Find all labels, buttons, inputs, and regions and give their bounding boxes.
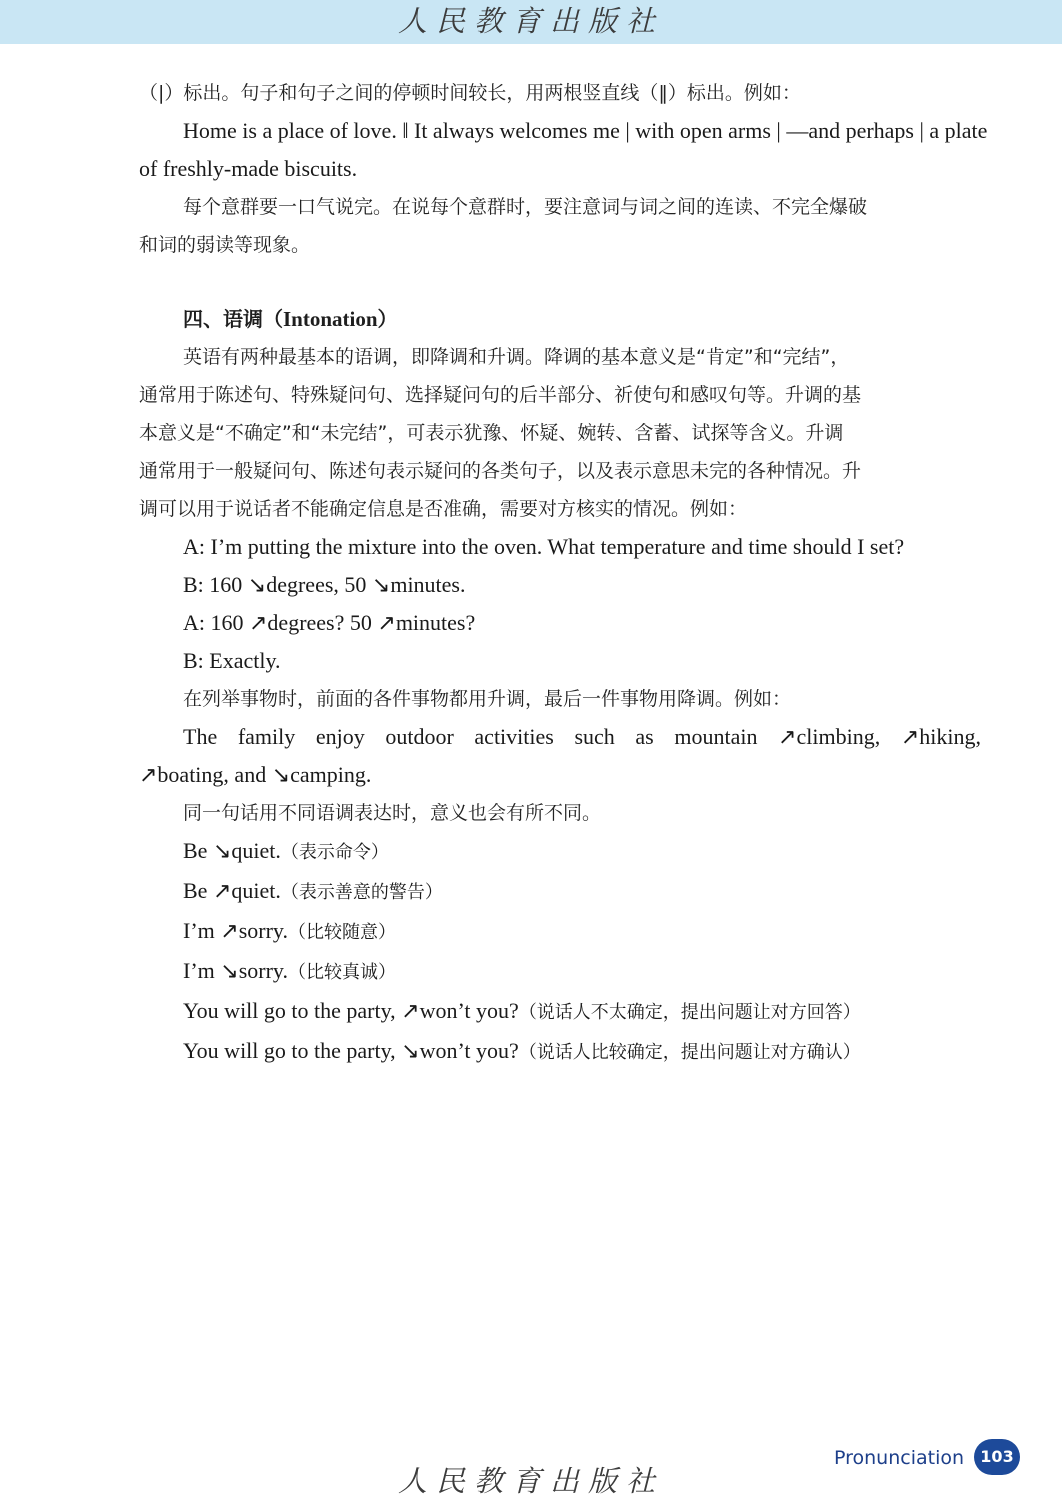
meaning-example-en: Be ↘quiet. [183, 838, 281, 863]
meaning-example-6 [139, 1032, 981, 1072]
meaning-example-5 [139, 992, 981, 1032]
meaning-example-en: I’m ↗sorry. [183, 918, 288, 943]
intro-line: （|）标出。句子和句子之间的停顿时间较长，用两根竖直线（‖）标出。例如： [139, 82, 801, 104]
meaning-example-2 [139, 872, 981, 912]
intonation-line-1: 英语有两种最基本的语调，即降调和升调。降调的基本意义是“肯定”和“完结”， [183, 346, 850, 368]
family-line-2: ↗boating, and ↘camping. [139, 762, 372, 787]
example-home-line-2: of freshly-made biscuits. [139, 156, 358, 181]
intonation-line-2: 通常用于陈述句、特殊疑问句、选择疑问句的后半部分、祈使句和感叹句等。升调的基 [139, 384, 862, 406]
meaning-rule: 同一句话用不同语调表达时，意义也会有所不同。 [183, 802, 602, 824]
meaning-example-note: （比较随意） [287, 922, 396, 943]
heading-cn: 四、语调（ [183, 307, 283, 331]
heading-en: Intonation [283, 307, 378, 331]
intonation-line-4: 通常用于一般疑问句、陈述句表示疑问的各类句子，以及表示意思未完的各种情况。升 [139, 460, 862, 482]
intonation-line-3: 本意义是“不确定”和“未完结”，可表示犹豫、怀疑、婉转、含蓄、试探等含义。升调 [139, 422, 844, 444]
meaning-example-en: You will go to the party, ↘won’t you? [183, 1038, 519, 1063]
example-home-line-1: Home is a place of love. ‖ It always welcomes me | with open arms | —and perhaps | a plate [183, 118, 988, 143]
meaning-example-note: （说话人不太确定，提出问题让对方回答） [518, 1002, 861, 1023]
meaning-example-note: （说话人比较确定，提出问题让对方确认） [518, 1042, 861, 1063]
page-content [139, 74, 988, 1072]
dialogue-line-3: A: 160 ↗degrees? 50 ↗minutes? [183, 610, 476, 635]
dialogue-line-2: B: 160 ↘degrees, 50 ↘minutes. [183, 572, 466, 597]
sense-group-line-2: 和词的弱读等现象。 [139, 234, 311, 256]
meaning-example-en: Be ↗quiet. [183, 878, 281, 903]
publisher-logo: 人民教育出版社 [397, 4, 664, 38]
section-gap [139, 264, 981, 300]
heading-close: ） [377, 307, 398, 331]
meaning-example-note: （表示善意的警告） [280, 882, 443, 903]
list-rule: 在列举事物时，前面的各件事物都用升调，最后一件事物用降调。例如： [183, 688, 792, 710]
page-number-badge: 103 [974, 1439, 1020, 1475]
meaning-example-note: （表示命令） [280, 842, 389, 863]
meaning-example-note: （比较真诚） [287, 962, 396, 983]
intonation-line-5: 调可以用于说话者不能确定信息是否准确，需要对方核实的情况。例如： [139, 498, 748, 520]
meaning-example-3 [139, 912, 981, 952]
meaning-example-en: I’m ↘sorry. [183, 958, 288, 983]
publisher-logo-footer: 人民教育出版社 [397, 1464, 664, 1498]
section-label: Pronunciation [834, 1447, 965, 1469]
meaning-example-1 [139, 832, 981, 872]
section-heading [139, 300, 981, 338]
family-line-1: The family enjoy outdoor activities such as mountain ↗climbing, ↗hiking, [183, 724, 981, 749]
dialogue-line-1: A: I’m putting the mixture into the oven. What temperature and time should I set? [183, 534, 905, 559]
dialogue-line-4: B: Exactly. [183, 648, 281, 673]
meaning-example-4 [139, 952, 981, 992]
meaning-example-en: You will go to the party, ↗won’t you? [183, 998, 519, 1023]
sense-group-line-1: 每个意群要一口气说完。在说每个意群时，要注意词与词之间的连读、不完全爆破 [183, 196, 868, 218]
